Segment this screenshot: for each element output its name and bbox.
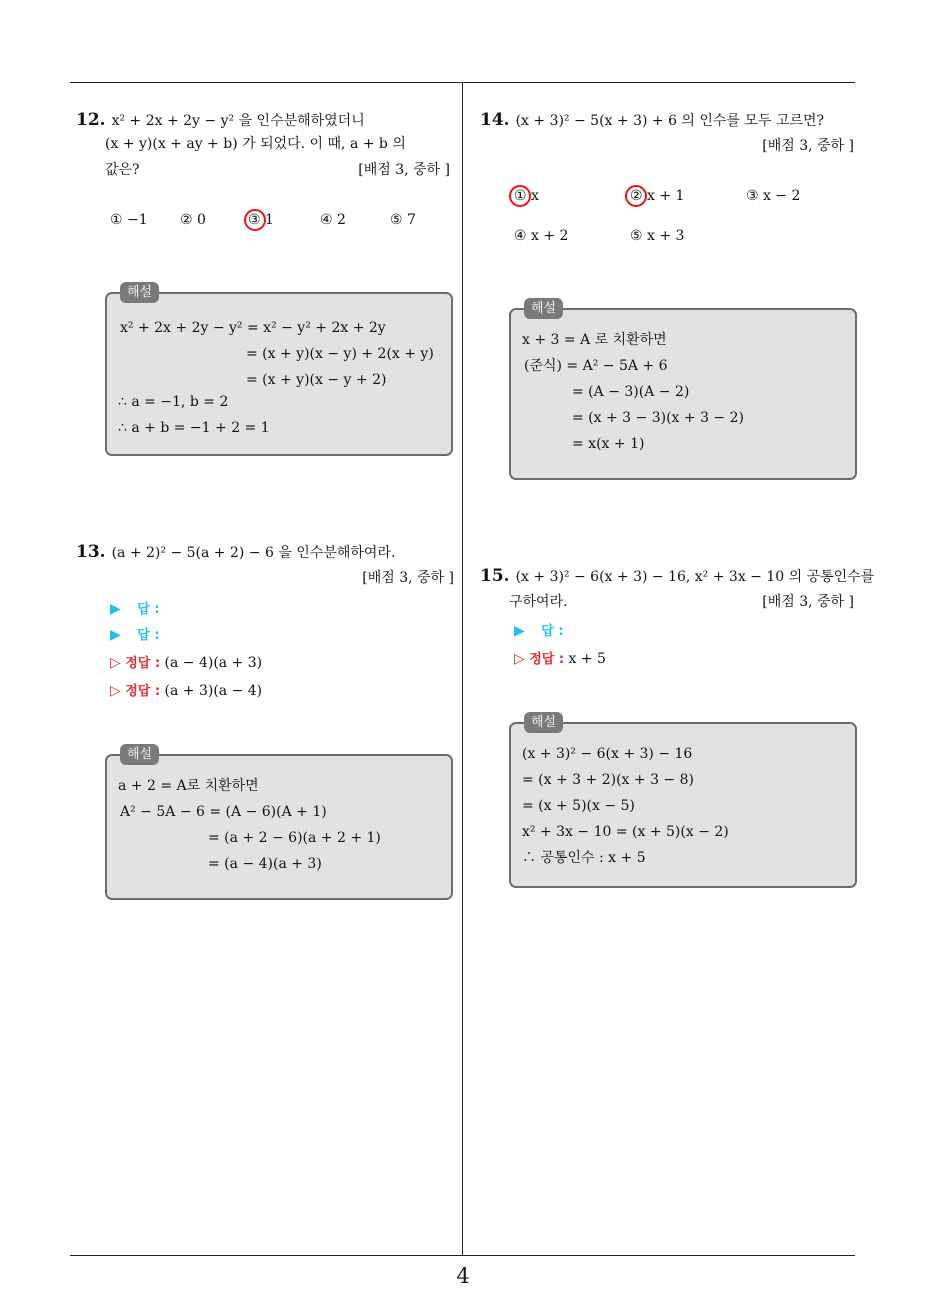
q15-sol-3: = (x + 5)(x − 5)	[522, 798, 635, 814]
q15-answer-row	[514, 620, 564, 639]
q12-line3: 값은?	[105, 162, 140, 178]
q12-choice-5[interactable]: ⑤ 7	[390, 212, 416, 228]
q13-line1	[76, 542, 395, 563]
q13-answer-row-1	[110, 598, 160, 617]
q15-sol-5: ∴ 공통인수 : x + 5	[522, 850, 646, 866]
q14-line1	[480, 110, 824, 131]
q12-sol-2: = (x + y)(x − y) + 2(x + y)	[246, 346, 434, 362]
q13-correct-value-1: (a − 4)(a + 3)	[164, 655, 263, 671]
q14-sol-4: = (x + 3 − 3)(x + 3 − 2)	[572, 410, 744, 426]
red-outline-triangle-icon: ▷	[110, 683, 121, 699]
q14-text1: (x + 3)² − 5(x + 3) + 6 의 인수를 모두 고르면?	[515, 113, 825, 129]
q12-solution-tag: 해설	[120, 282, 159, 303]
bottom-rule	[70, 1255, 855, 1256]
q15-meta: [배점 3, 중하 ]	[762, 594, 854, 610]
q12-sol-3: = (x + y)(x − y + 2)	[246, 372, 387, 388]
q13-correct-row-2	[110, 680, 262, 699]
q12-choice-2[interactable]: ② 0	[180, 212, 206, 228]
red-circle-icon	[244, 209, 266, 231]
q15-answer-label: 답 :	[541, 624, 564, 639]
q15-sol-2: = (x + 3 + 2)(x + 3 − 8)	[522, 772, 694, 788]
red-outline-triangle-icon: ▷	[110, 655, 121, 671]
q14-sol-1: x + 3 = A 로 치환하면	[522, 332, 667, 348]
red-circle-icon	[509, 185, 531, 207]
q13-correct-label-1: 정답 :	[125, 656, 161, 671]
blue-triangle-icon: ▶	[110, 627, 121, 643]
q15-line2: 구하여라.	[509, 594, 568, 610]
q12-line1	[76, 110, 365, 131]
q14-choice-4[interactable]: ④ x + 2	[514, 228, 569, 244]
q12-meta: [배점 3, 중하 ]	[358, 162, 450, 178]
q12-choice-4[interactable]: ④ 2	[320, 212, 346, 228]
q15-sol-4: x² + 3x − 10 = (x + 5)(x − 2)	[522, 824, 729, 840]
q15-number: 15.	[480, 566, 510, 586]
q13-sol-2: A² − 5A − 6 = (A − 6)(A + 1)	[120, 804, 327, 820]
q13-solution-tag: 해설	[120, 744, 159, 765]
q13-sol-3: = (a + 2 − 6)(a + 2 + 1)	[208, 830, 381, 846]
q12-sol-5: ∴ a + b = −1 + 2 = 1	[118, 420, 270, 436]
q12-number: 12.	[76, 110, 106, 130]
q14-meta: [배점 3, 중하 ]	[762, 138, 854, 154]
q15-sol-1: (x + 3)² − 6(x + 3) − 16	[522, 746, 693, 762]
q14-number: 14.	[480, 110, 510, 130]
q12-sol-4: ∴ a = −1, b = 2	[118, 394, 229, 410]
q12-line2: (x + y)(x + ay + b) 가 되었다. 이 때, a + b 의	[105, 136, 406, 152]
q15-correct-row	[514, 648, 606, 667]
q13-answer-label-2: 답 :	[137, 628, 160, 643]
q14-choice-1[interactable]: ① x	[514, 188, 539, 204]
red-circle-icon	[625, 185, 647, 207]
q13-correct-label-2: 정답 :	[125, 684, 161, 699]
q15-text1: (x + 3)² − 6(x + 3) − 16, x² + 3x − 10 의 공통인수를	[515, 569, 875, 585]
blue-triangle-icon: ▶	[110, 601, 121, 617]
blue-triangle-icon: ▶	[514, 623, 525, 639]
q13-answer-label-1: 답 :	[137, 602, 160, 617]
q12-choice-3[interactable]: ③ 1	[248, 212, 274, 228]
q15-solution-tag: 해설	[524, 712, 563, 733]
q15-line1	[480, 566, 874, 587]
q13-answer-row-2	[110, 624, 160, 643]
q14-choice-3[interactable]: ③ x − 2	[746, 188, 801, 204]
q14-sol-5: = x(x + 1)	[572, 436, 645, 452]
q14-choice-2[interactable]: ② x + 1	[630, 188, 685, 204]
q13-text1: (a + 2)² − 5(a + 2) − 6 을 인수분해하여라.	[111, 545, 396, 561]
q14-solution-tag: 해설	[524, 298, 563, 319]
q15-correct-value: x + 5	[568, 651, 606, 667]
q13-sol-1: a + 2 = A로 치환하면	[118, 778, 259, 794]
q14-choice-5[interactable]: ⑤ x + 3	[630, 228, 685, 244]
q12-sol-1: x² + 2x + 2y − y² = x² − y² + 2x + 2y	[120, 320, 386, 336]
q13-meta: [배점 3, 중하 ]	[362, 570, 454, 586]
q13-correct-row-1	[110, 652, 262, 671]
q12-text1: x² + 2x + 2y − y² 을 인수분해하였더니	[111, 113, 365, 129]
q12-choice-1[interactable]: ① −1	[110, 212, 148, 228]
q15-correct-label: 정답 :	[529, 652, 565, 667]
q14-sol-2: (준식) = A² − 5A + 6	[524, 358, 668, 374]
red-outline-triangle-icon: ▷	[514, 651, 525, 667]
q13-correct-value-2: (a + 3)(a − 4)	[164, 683, 263, 699]
q13-sol-4: = (a − 4)(a + 3)	[208, 856, 322, 872]
q13-number: 13.	[76, 542, 106, 562]
column-divider	[462, 82, 463, 1255]
q14-sol-3: = (A − 3)(A − 2)	[572, 384, 690, 400]
page-number: 4	[456, 1264, 470, 1288]
